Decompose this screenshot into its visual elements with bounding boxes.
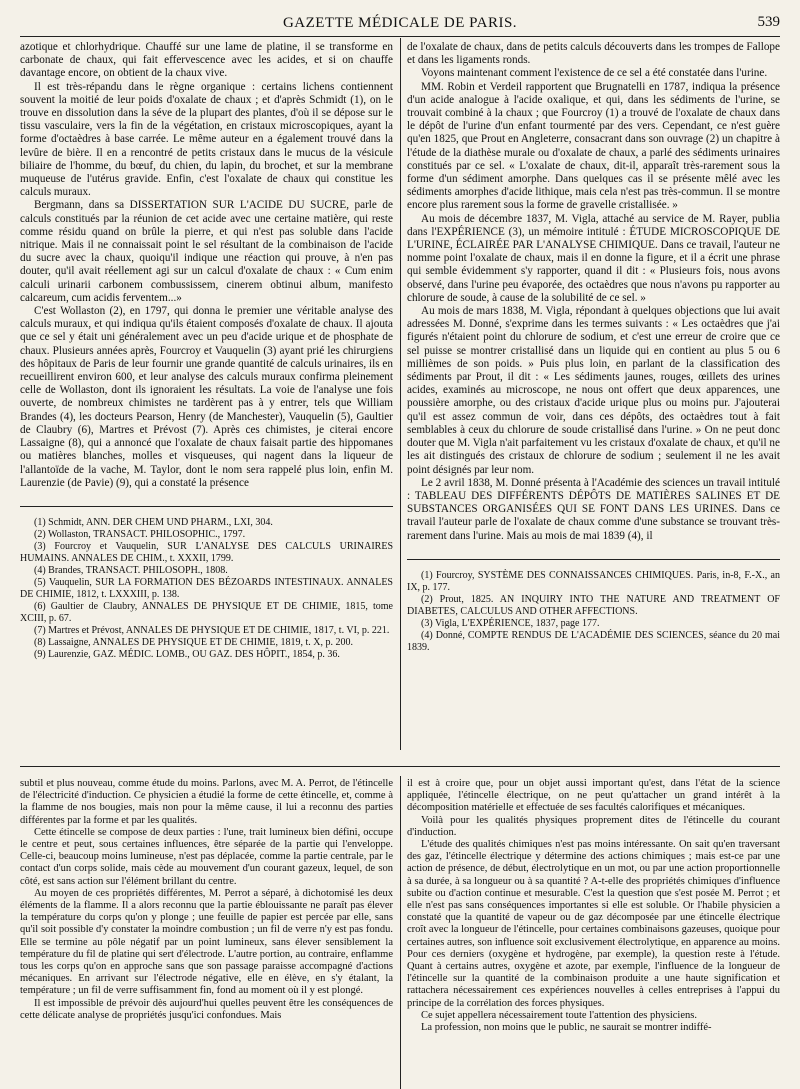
- paragraph: Le 2 avril 1838, M. Donné présenta à l'Académie des sciences un travail intitulé : TABLEAU DES DIFFÉRENTS DÉPÔTS DE MATIÈRES SALINES ET DE SUBSTANCES ORGANISÉES QUI SE FONT DANS LES URINES. Dans ce travail l'auteur parle de l'oxalate de chaux comme d'une substance se trouvant très-rarement dans l'urine. Mais au mois de mai 1839 (4), il: [407, 476, 780, 542]
- footnotes-left: [20, 517, 393, 661]
- paragraph: de l'oxalate de chaux, dans de petits calculs découverts dans les trompes de Fallope et dans les ligaments ronds.: [407, 41, 780, 67]
- paragraph: Bergmann, dans sa DISSERTATION SUR L'ACIDE DU SUCRE, parle de calculs constitués par la réunion de cet acide avec une certaine matière, qui reste comme résidu quand on brûle la pierre, et qui n'est pas soluble dans l'acide nitrique. Mais il ne connaissait point le sel résultant de la combinaison de l'acide du sucre avec la chaux, quoiqu'il indique une réaction qui prouve, à n'en pas douter, qu'il avait réellement agi sur un calcul d'oxalate de chaux : « Cum enim calculi urinarii carbonem combussissem, cinerem obtinui album, manifesto calcareum, cum acidis ferventem...»: [20, 199, 393, 304]
- footnote: (8) Lassaigne, ANNALES DE PHYSIQUE ET DE CHIMIE, 1819, t. X, p. 200.: [34, 636, 353, 648]
- footnote: (4) Brandes, TRANSACT. PHILOSOPH., 1808.: [34, 564, 228, 576]
- lower-article: [20, 778, 780, 1034]
- footnote: (2) Wollaston, TRANSACT. PHILOSOPHIC., 1797.: [34, 528, 246, 540]
- paragraph: subtil et plus nouveau, comme étude du moins. Parlons, avec M. A. Perrot, de l'étincelle de l'électricité d'induction. Ce physicien a étudié la forme de cette étincelle, et, comme à la flamme de nos bougies, mais non pour la même cause, il lui a reconnu des parties différentes par la forme et par les qualités.: [20, 778, 393, 826]
- footnote: (5) Vauquelin, SUR LA FORMATION DES BÉZOARDS INTESTINAUX. ANNALES DE CHIMIE, 1812, t. LXXXIII, p. 138.: [20, 576, 393, 600]
- footnote: (1) Fourcroy, SYSTÈME DES CONNAISSANCES CHIMIQUES. Paris, in-8, F.-X., an IX, p. 177.: [407, 569, 780, 593]
- paragraph: Cette étincelle se compose de deux parties : l'une, trait lumineux bien défini, occupe le centre et peut, sous certaines influences, être séparée de la partie qui l'enveloppe. Celle-ci, beaucoup moins lumineuse, n'est pas déplacée, comme la partie centrale, par le contact d'un corps solide, mais cède au mouvement d'un courant gazeux, lequel, de son côté, est sans action sur l'élément brillant du centre.: [20, 826, 393, 887]
- paragraph: Au mois de mars 1838, M. Vigla, répondant à quelques objections que lui avait adressées M. Donné, s'exprime dans les termes suivants : « Les octaèdres que j'ai figurés n'étaient point du chlorure de sodium, et c'est une erreur de croire que ce sel puisse se montrer cristallisé dans un liquide qui en contient au plus 5 ou 6 millièmes de son poids. » Puis plus loin, en parlant de la classification des sédiments par Prout, il dit : « Les sédiments jaunes, rouges, œillets des urines acides, examinés au microscope, ne nous ont offert que deux apparences, une poussière amorphe, ou des cristaux d'acide urique plus ou moins pur. J'ajouterai qu'il est assez commun de voir, dans ces dépôts, des octaèdres tout à fait semblables à ceux du chlorure de soude cristallisé dans l'urine. » On ne peut donc douter que M. Vigla n'ait parfaitement vu les cristaux d'oxalate de chaux, et qu'il ne les ait distingués des cristaux de chlorure de sodium ; seulement il ne les avait point désignés par leur nom.: [407, 305, 780, 476]
- paragraph: La profession, non moins que le public, ne saurait se montrer indiffé-: [421, 1022, 712, 1034]
- left-column: [20, 41, 393, 661]
- paragraph: Il est très-répandu dans le règne organique : certains lichens contiennent souvent la moitié de leur poids d'oxalate de chaux ; et d'après Schmidt (1), on le trouve en dissolution dans la séve de la plupart des plantes, d'où il se dépose sur le tissu vasculaire, vers la fin de la végétation, en cristaux microscopiques, ayant la forme d'octaèdres à base carrée. Le même auteur en a également trouvé dans la levûre de bière. Il en a rencontré de petits cristaux dans le mucus de la vésicule biliaire de l'homme, du bœuf, du chien, du lapin, du brochet, et sur la membrane muqueuse de l'utérus gravide. Enfin, c'est l'oxalate de chaux qui constitue les calculs muraux.: [20, 80, 393, 199]
- footnote: (2) Prout, 1825. AN INQUIRY INTO THE NATURE AND TREATMENT OF DIABETES, CALCULUS AND OTHER AFFECTIONS.: [407, 593, 780, 617]
- paragraph: Au moyen de ces propriétés différentes, M. Perrot a séparé, à dichotomisé les deux éléments de la flamme. Il a alors reconnu que la partie éblouissante ne paraît pas élever la température du corps qu'on y plonge ; une feuille de papier est percée par elle, sans qu'il soit possible d'y constater la moindre combustion ; un fil de verre n'y est pas fondu. Elle se termine au pôle négatif par un point lumineux, sans élever sensiblement la température du fil de platine qui sert d'électrode. L'autre portion, au contraire, enflamme tous les corps qu'on en approche sans que son passage paraisse accompagné d'actions mécaniques. En arrivant sur l'électrode négative, elle en élève, en s'y étalant, la température ; un fil de verre suffisamment fin, fond au moment où il y est plongé.: [20, 887, 393, 997]
- paragraph: L'étude des qualités chimiques n'est pas moins intéressante. On sait qu'en traversant des gaz, l'étincelle électrique y détermine des actions chimiques ; mais est-ce par une action de présence, de début, électrolytique en un mot, ou par une action proportionnelle à sa durée, à sa longueur ou à sa quantité ? A-t-elle des propriétés chimiques d'influence subite ou d'action continue et mesurable. C'est la question que s'est posée M. Perrot ; et elle n'est pas sans conséquences importantes si elle est soluble. Or l'habile physicien a constaté que la quantité de vapeur ou de gaz décomposée par une étincelle électrique croît avec la longueur de l'étincelle, pour certaines combinaisons gazeuses, quoique pour certaines autres, son influence soit exclusivement électrolytique, en apparence au moins. Pour ces derniers (oxygène et hydrogène, par exemple), la question reste à l'étude. Quant à certains autres, oxygène et azote, par exemple, l'influence de la longueur de l'étincelle sur la quantité de la combinaison produite a une haute signification et rattachera nécessairement ces expériences nouvelles à celles entreprises à l'appui du principe de la corrélation des forces physiques.: [407, 839, 780, 1009]
- footnotes-right: [407, 570, 780, 654]
- footnote: (6) Gaultier de Claubry, ANNALES DE PHYSIQUE ET DE CHIMIE, 1815, tome XCIII, p. 67.: [20, 600, 393, 624]
- paragraph: C'est Wollaston (2), en 1797, qui donna le premier une véritable analyse des calculs muraux, et qui indiqua qu'ils étaient composés d'oxalate de chaux. Il ajouta que ce sel y était uni généralement avec un peu d'acide urique et de phosphate de chaux. Plusieurs années après, Fourcroy et Vauquelin (3) ayant prié les chirurgiens des hôpitaux de Paris de leur fournir une grande quantité de calculs urinaires, ils en recueillirent environ 600, et leur analyse des calculs muraux confirma pleinement celle de Wollaston, dont ils ignoraient les résultats. La voie de l'analyse une fois ouverte, de nombreux chimistes ne tardèrent pas à y entrer, tels que William Brandes (4), les docteurs Pearson, Henry (de Manchester), Vauquelin (5), Gaultier de Claubry (6), Martres et Prévost (7). Après ces chimistes, je citerai encore Lassaigne (8), qui a annoncé que l'oxalate de chaux faisait partie des hippomanes ou matières blanches, molles et visqueuses, qui nagent dans la liqueur de l'allantoïde de la vache, M. Taylor, dont le nom sera rappelé plus loin, enfin M. Laurenzie (de Pavie) (9), qui a constaté la présence: [20, 305, 393, 489]
- paragraph: il est à croire que, pour un objet aussi important qu'est, dans l'état de la science appliquée, l'étincelle électrique, on ne peut qu'attacher un grand intérêt à la décomposition matérielle et effectuée de ses facultés calorifiques et mécaniques.: [407, 778, 780, 814]
- paragraph: Il est impossible de prévoir dès aujourd'hui quelles peuvent être les conséquences de cette délicate analyse de propriétés jusqu'ici confondues. Mais: [20, 997, 393, 1021]
- section-separator: [20, 766, 780, 767]
- paragraph: Au mois de décembre 1837, M. Vigla, attaché au service de M. Rayer, publia dans l'EXPÉRIENCE (3), un mémoire intitulé : ÉTUDE MICROSCOPIQUE DE L'URINE, ÉCLAIRÉE PAR L'ANALYSE CHIMIQUE. Dans ce travail, l'auteur ne nomme point l'oxalate de chaux, mais il en donne la figure, et il a écrit une phrase qui semble évidemment s'y rapporter, quand il dit : « Plusieurs fois, nous avons observé, dans l'urine peu évaporée, des octaèdres que nous n'avons pu rapporter au chlorure de soude, à cause de la solubilité de ce sel. »: [407, 212, 780, 304]
- journal-title: GAZETTE MÉDICALE DE PARIS.: [282, 15, 518, 31]
- paragraph: Voilà pour les qualités physiques proprement dites de l'étincelle du courant d'induction.: [407, 814, 780, 838]
- page-number: 539: [757, 14, 780, 30]
- footnote: (3) Vigla, L'EXPÉRIENCE, 1837, page 177.: [421, 617, 600, 629]
- paragraph: Voyons maintenant comment l'existence de ce sel a été constatée dans l'urine.: [421, 67, 768, 80]
- page-header: [20, 14, 780, 37]
- footnote-rule: [20, 506, 393, 507]
- footnote: (4) Donné, COMPTE RENDUS DE L'ACADÉMIE DES SCIENCES, séance du 20 mai 1839.: [407, 629, 780, 653]
- footnote: (9) Laurenzie, GAZ. MÉDIC. LOMB., OU GAZ. DES HÔPIT., 1854, p. 36.: [34, 648, 340, 660]
- lower-right-column: [407, 778, 780, 1034]
- paragraph: azotique et chlorhydrique. Chauffé sur une lame de platine, il se transforme en carbonate de chaux, qui fait effervescence avec les acides, et si on chauffe davantage encore, on obtient de la chaux vive.: [20, 41, 393, 80]
- footnote-rule: [407, 559, 780, 560]
- footnote: (7) Martres et Prévost, ANNALES DE PHYSIQUE ET DE CHIMIE, 1817, t. VI, p. 221.: [34, 624, 390, 636]
- footnote: (3) Fourcroy et Vauquelin, SUR L'ANALYSE DES CALCULS URINAIRES HUMAINS. ANNALES DE CHIM., t. XXXII, 1799.: [20, 540, 393, 564]
- footnote: (1) Schmidt, ANN. DER CHEM UND PHARM., LXI, 304.: [34, 516, 273, 528]
- column-divider-upper: [400, 38, 401, 750]
- right-column: [407, 41, 780, 661]
- lower-left-column: [20, 778, 393, 1034]
- paragraph: Ce sujet appellera nécessairement toute l'attention des physiciens.: [421, 1009, 697, 1021]
- paragraph: MM. Robin et Verdeil rapportent que Brugnatelli en 1787, indiqua la présence d'un acide analogue à l'acide oxalique, et qui, dans les sédiments de l'urine, se trouvait combiné à la chaux ; que Fourcroy (1) a trouvé de l'oxalate de chaux dans le dépôt de l'urine d'un enfant tourmenté par des vers. Cependant, ce n'est guère qu'en 1825, que Prout en Angleterre, consacrant dans son ouvrage (2) un chapitre à l'étude de la diathèse murale ou d'oxalate de chaux, a parlé des sédiments urinaires constitués par ce sel. « L'oxalate de chaux, dit-il, apparaît très-rarement sous la forme d'un sédiment amorphe. Dans quelques cas il se présente mêlé avec les sédiments amorphes d'acide lithique, mais cela n'est pas très-commun. Il se montre encore plus rarement sous la forme de gravelle cristallisée. »: [407, 80, 780, 212]
